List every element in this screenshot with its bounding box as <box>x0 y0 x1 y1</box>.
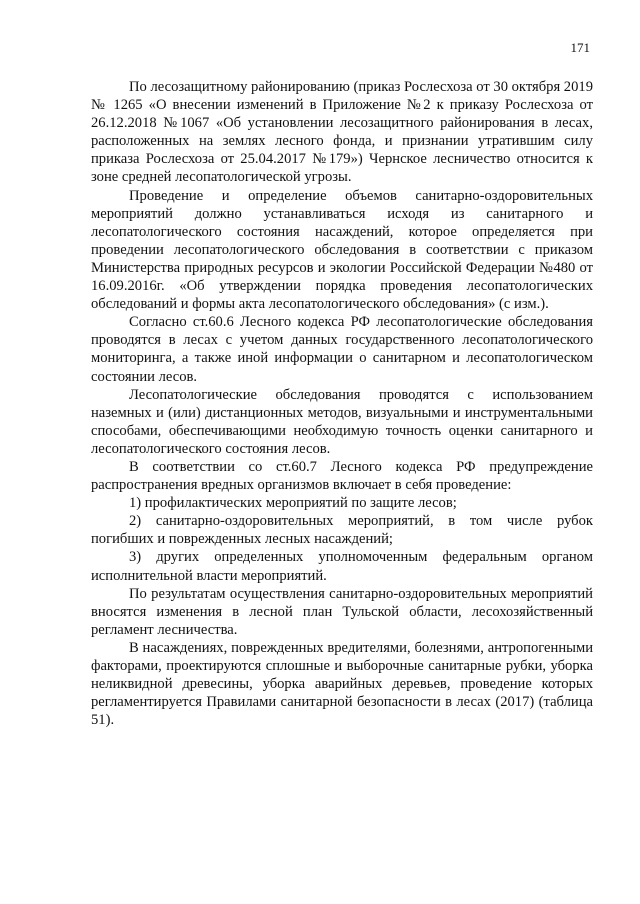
paragraph-sanitary-cuttings: В насаждениях, поврежденных вредителями, болезнями, антропогенными факторами, проектируются сплошные и выборочные санитарные рубки, уборка неликвидной древесины, уборка аварийных деревьев, проведение которых регламентируется Правилами санитарной безопасности в лесах (2017) (таблица 51). <box>91 639 593 729</box>
paragraph-survey-methods: Лесопатологические обследования проводятся с использованием наземных и (или) дистанционных методов, визуальными и инструментальными способами, обеспечивающими необходимую точность оценки санитарного и лесопатологического состояния лесов. <box>91 386 593 457</box>
list-item-prevention: 1) профилактических мероприятий по защите лесов; <box>129 495 457 512</box>
page-number: 171 <box>570 40 590 55</box>
body-text <box>91 78 593 729</box>
list-item-sanitary-felling: 2) санитарно-оздоровительных мероприятий, в том числе рубок погибших и поврежденных лесных насаждений; <box>91 513 593 548</box>
paragraph-forest-code-60-6: Согласно ст.60.6 Лесного кодекса РФ лесопатологические обследования проводятся в лесах с учетом данных государственного лесопатологического мониторинга, а также иной информации о санитарном и лесопатологическом состоянии лесов. <box>91 314 593 385</box>
paragraph-zoning: По лесозащитному районированию (приказ Рослесхоза от 30 октября 2019 № 1265 «О внесении изменений в Приложение №2 к приказу Рослесхоза от 26.12.2018 №1067 «Об установлении лесозащитного районирования в лесах, расположенных на землях лесного фонда, и признании утратившим силу приказа Рослесхоза от 25.04.2017 №179») Чернское лесничество относится к зоне средней лесопатологической угрозы. <box>91 79 593 186</box>
paragraph-sanitary-measures: Проведение и определение объемов санитарно-оздоровительных мероприятий должно устанавливаться исходя из санитарного и лесопатологического состояния насаждений, которое определяется при проведении лесопатологического обследования в соответствии с приказом Министерства природных ресурсов и экологии Российской Федерации №480 от 16.09.2016г. «Об утверждении порядка проведения лесопатологических обследований и формы акта лесопатологического обследования» (с изм.). <box>91 187 593 313</box>
paragraph-forest-code-60-7: В соответствии со ст.60.7 Лесного кодекса РФ предупреждение распространения вредных организмов включает в себя проведение: <box>91 458 593 494</box>
paragraph-forest-plan-changes: По результатам осуществления санитарно-оздоровительных мероприятий вносятся изменения в лесной план Тульской области, лесохозяйственный регламент лесничества. <box>91 585 593 638</box>
list-item-other-measures: 3) других определенных уполномоченным федеральным органом исполнительной власти мероприятий. <box>91 549 593 584</box>
